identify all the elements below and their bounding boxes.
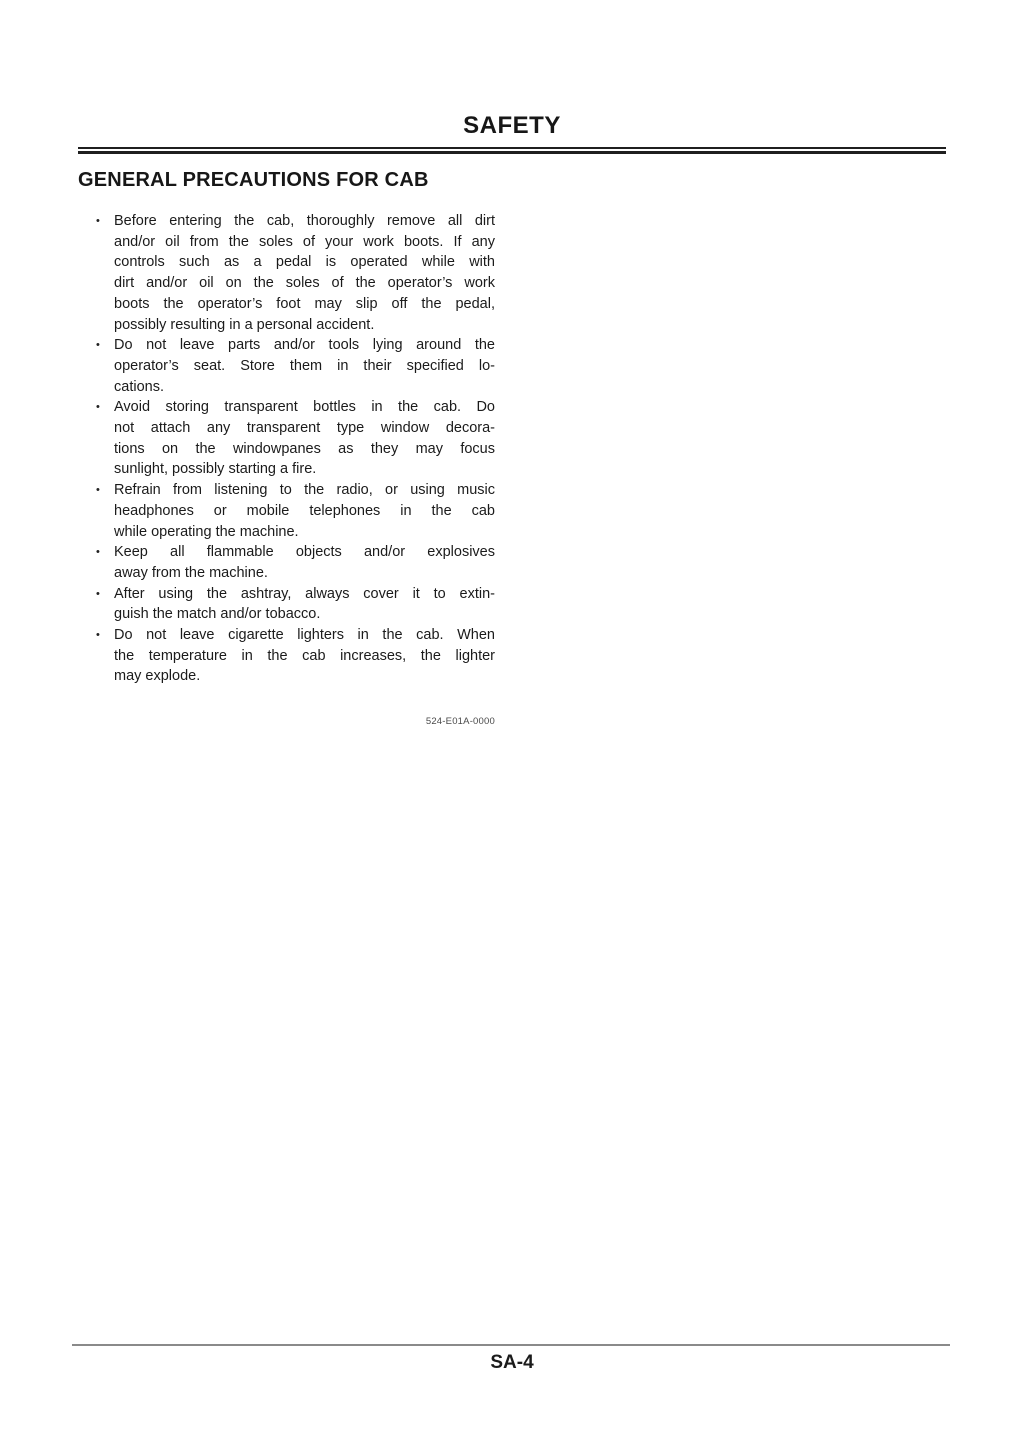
page-title: SAFETY <box>463 112 561 139</box>
bullet-icon: • <box>96 215 100 227</box>
precaution-line: Before entering the cab, thoroughly remove all dirt <box>114 213 495 229</box>
bullet-icon: • <box>96 339 100 352</box>
bullet-icon: • <box>96 546 100 559</box>
precaution-line: guish the match and/or tobacco. <box>114 606 321 623</box>
precaution-line: Keep all flammable objects and/or explosives <box>114 544 495 561</box>
precaution-text <box>114 625 495 687</box>
precaution-line: Avoid storing transparent bottles in the cab. Do <box>114 399 495 416</box>
bullet-icon: • <box>96 587 100 600</box>
precaution-text <box>114 480 495 542</box>
precaution-line: Do not leave cigarette lighters in the cab. When <box>114 627 495 644</box>
precaution-line: not attach any transparent type window decora- <box>114 420 495 437</box>
precaution-text <box>114 397 495 480</box>
precaution-line: and/or oil from the soles of your work boots. If any <box>114 233 495 250</box>
precaution-line: may explode. <box>114 668 201 685</box>
precaution-line: dirt and/or oil on the soles of the operator’s work <box>114 275 495 292</box>
precaution-text <box>114 211 495 335</box>
header-double-rule <box>78 147 946 154</box>
precaution-line: boots the operator’s foot may slip off the pedal, <box>114 295 495 312</box>
bullet-icon: • <box>96 484 100 497</box>
precaution-item <box>96 211 495 335</box>
precaution-item <box>96 625 495 687</box>
precaution-item <box>96 397 495 480</box>
footer-rule <box>72 1344 950 1346</box>
precaution-line: possibly resulting in a personal accident. <box>114 316 375 333</box>
precaution-list <box>96 211 495 687</box>
precaution-item <box>96 584 495 625</box>
precaution-text <box>114 542 495 583</box>
precaution-line: Do not leave parts and/or tools lying around the <box>114 337 495 354</box>
precaution-item <box>96 335 495 397</box>
precaution-line: cations. <box>114 378 164 395</box>
precaution-line: headphones or mobile telephones in the cab <box>114 502 495 519</box>
precaution-text <box>114 584 495 625</box>
precaution-line: operator’s seat. Store them in their specified lo- <box>114 357 495 374</box>
precaution-line: Refrain from listening to the radio, or using music <box>114 482 495 499</box>
precaution-line: away from the machine. <box>114 564 268 581</box>
precaution-text <box>114 335 495 397</box>
page-number: SA-4 <box>490 1352 534 1373</box>
bullet-icon: • <box>96 401 100 414</box>
bullet-icon: • <box>96 629 100 642</box>
precaution-item <box>96 480 495 542</box>
precaution-line: the temperature in the cab increases, the lighter <box>114 647 495 664</box>
precaution-line: tions on the windowpanes as they may focus <box>114 440 495 457</box>
precaution-line: sunlight, possibly starting a fire. <box>114 461 317 478</box>
precaution-item <box>96 542 495 583</box>
precaution-line: After using the ashtray, always cover it to extin- <box>114 585 495 602</box>
precaution-line: while operating the machine. <box>114 523 299 540</box>
precaution-line: controls such as a pedal is operated while with <box>114 254 495 271</box>
document-code: 524-E01A-0000 <box>425 716 495 727</box>
section-heading: GENERAL PRECAUTIONS FOR CAB <box>78 169 429 191</box>
